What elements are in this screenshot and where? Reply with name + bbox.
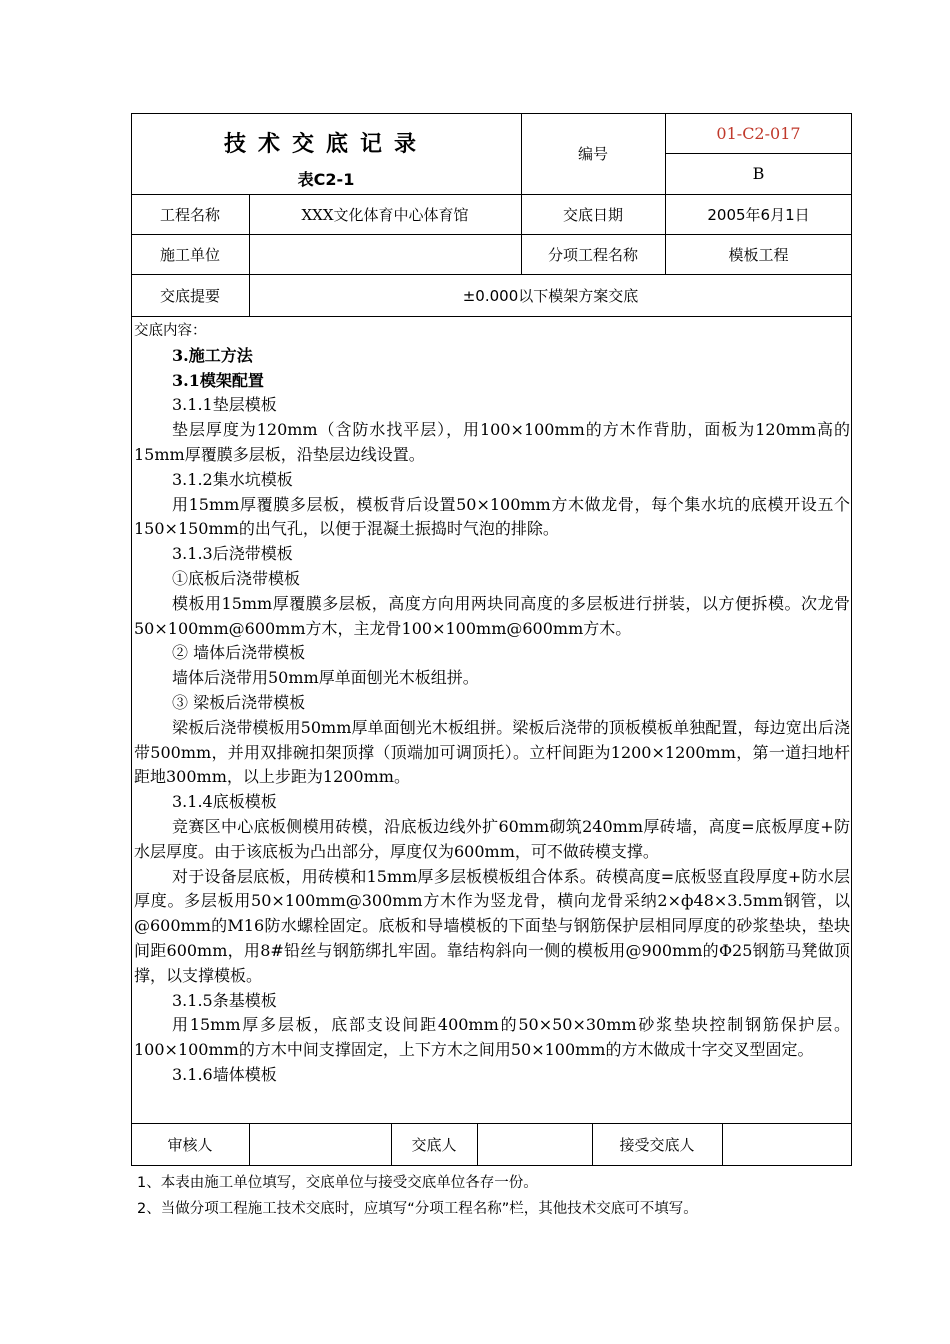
disclosure-content xyxy=(134,319,850,1088)
footnote: 1、本表由施工单位填写，交底单位与接受交底单位各存一份。 xyxy=(137,1175,538,1191)
project-value: XXX文化体育中心体育馆 xyxy=(301,205,469,224)
reviewer-signature xyxy=(249,1123,391,1166)
form-title: 技术交底记录 xyxy=(223,131,428,157)
summary-value: ±0.000以下模架方案交底 xyxy=(462,286,639,305)
content-line: ③ 梁板后浇带模板 xyxy=(172,692,306,712)
receiver-signature xyxy=(722,1123,852,1166)
content-line: 3.1.2集水坑模板 xyxy=(172,469,293,489)
content-paragraph: 竞赛区中心底板侧模用砖模，沿底板边线外扩60mm砌筑240mm厚砖墙，高度=底板厚度+防水层厚度。由于该底板为凸出部分，厚度仅为600mm，可不做砖模支撑。 xyxy=(134,816,850,861)
form-number: 表C2-1 xyxy=(297,169,355,189)
subproject-label: 分项工程名称 xyxy=(547,245,638,264)
content-paragraph: 墙体后浇带用50mm厚单面刨光木板组拼。 xyxy=(172,668,479,688)
content-label: 交底内容： xyxy=(134,323,207,339)
content-line: ② 墙体后浇带模板 xyxy=(172,643,306,663)
date-label: 交底日期 xyxy=(562,205,623,224)
date-value: 2005年6月1日 xyxy=(707,205,810,224)
project-label: 工程名称 xyxy=(159,205,220,224)
content-paragraph: 垫层厚度为120mm（含防水找平层），用100×100mm的方木作背肋，面板为120mm高的15mm厚覆膜多层板，沿垫层边线设置。 xyxy=(134,420,850,464)
code-sub-value: B xyxy=(752,164,765,183)
unit-label: 施工单位 xyxy=(159,245,220,264)
content-line: 3.施工方法 xyxy=(172,345,253,365)
content-line: 3.1.6墙体模板 xyxy=(172,1064,277,1084)
subproject-value: 模板工程 xyxy=(728,245,789,264)
content-line: 3.1.1垫层模板 xyxy=(172,395,277,415)
content-paragraph: 用15mm厚多层板，底部支设间距400mm的50×50×30mm砂浆垫块控制钢筋保护层。100×100mm的方木中间支撑固定，上下方木之间用50×100mm的方木做成十字交叉型固定。 xyxy=(134,1015,850,1060)
discloser-label: 交底人 xyxy=(411,1136,457,1154)
content-paragraph: 梁板后浇带模板用50mm厚单面刨光木板组拼。梁板后浇带的顶板模板单独配置，每边宽出后浇带500mm，并用双排碗扣架顶撑（顶端加可调顶托）。立杆间距为1200×1200mm，第一道扫地杆距地300mm，以上步距为1200mm。 xyxy=(134,717,850,787)
content-paragraph: 模板用15mm厚覆膜多层板，高度方向用两块同高度的多层板进行拼装，以方便拆模。次龙骨50×100mm@600mm方木，主龙骨100×100mm@600mm方木。 xyxy=(134,593,850,638)
content-line: 3.1.4底板模板 xyxy=(172,792,277,812)
content-paragraph: 用15mm厚覆膜多层板，模板背后设置50×100mm方木做龙骨，每个集水坑的底模开设五个150×150mm的出气孔，以便于混凝土振捣时气泡的排除。 xyxy=(134,494,850,539)
content-line: 3.1.3后浇带模板 xyxy=(172,544,293,564)
code-label: 编号 xyxy=(577,145,608,163)
content-line: 3.1.5条基模板 xyxy=(172,990,277,1010)
footnotes xyxy=(137,1170,698,1222)
content-line: 3.1模架配置 xyxy=(172,370,264,390)
receiver-label: 接受交底人 xyxy=(619,1136,695,1154)
code-value: 01-C2-017 xyxy=(716,123,801,143)
summary-label: 交底提要 xyxy=(159,286,220,305)
footnote: 2、当做分项工程施工技术交底时，应填写“分项工程名称”栏，其他技术交底可不填写。 xyxy=(137,1201,698,1217)
unit-value xyxy=(249,234,521,274)
content-paragraph: 对于设备层底板，用砖模和15mm厚多层板模板组合体系。砖模高度=底板竖直段厚度+防水层厚度。多层板用50×100mm@300mm方木作为竖龙骨，横向龙骨采纳2×ф48×3.5mm钢管，以@600mm的M16防水螺栓固定。底板和导墙模板的下面垫与钢筋保护层相同厚度的砂浆垫块，垫块间距600mm，用8#铅丝与钢筋绑扎牢固。靠结构斜向一侧的模板用@900mm的Φ25钢筋马凳做顶撑，以支撑模板。 xyxy=(134,866,850,985)
reviewer-label: 审核人 xyxy=(167,1136,213,1154)
discloser-signature xyxy=(477,1123,592,1166)
row-divider xyxy=(131,316,852,317)
content-line: ①底板后浇带模板 xyxy=(172,568,301,588)
